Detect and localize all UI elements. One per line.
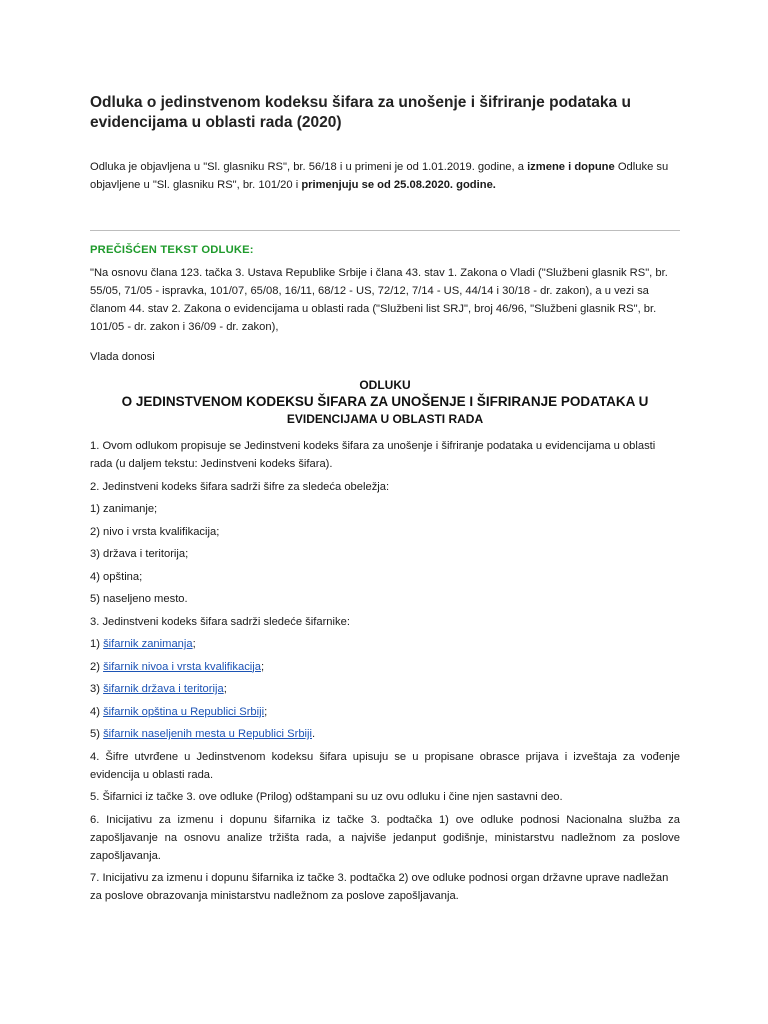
feature-item-2: 2) nivo i vrsta kvalifikacija; xyxy=(90,525,220,538)
divider xyxy=(90,230,680,231)
feature-item-3: 3) država i teritorija; xyxy=(90,548,189,560)
register-end: ; xyxy=(192,638,196,650)
document-content xyxy=(90,93,680,905)
feature-item-1: 1) zanimanje; xyxy=(90,503,158,515)
register-link-occupations[interactable]: šifarnik zanimanja xyxy=(103,638,193,650)
section-heading: PREČIŠĆEN TEKST ODLUKE: xyxy=(90,244,254,256)
publication-note-text-1: Odluka je objavljena u "Sl. glasniku RS", br. 56/18 i u primeni je od 1.01.2019. godine, a xyxy=(90,161,528,173)
publication-note-text-2: Odluke su objavljene u "Sl. glasniku RS", br. 101/20 i xyxy=(90,161,669,191)
register-link-settlements[interactable]: šifarnik naseljenih mesta u Republici Srbiji xyxy=(103,728,312,740)
vlada-donosi: Vlada donosi xyxy=(90,351,155,363)
publication-note xyxy=(90,159,680,194)
register-end: ; xyxy=(223,683,227,695)
register-link-countries[interactable]: šifarnik država i teritorija xyxy=(103,683,224,695)
register-number: 5) xyxy=(90,728,104,740)
feature-item-4: 4) opština; xyxy=(90,570,143,583)
publication-note-bold-1: izmene i dopune xyxy=(527,161,615,173)
register-number: 3) xyxy=(90,683,104,695)
register-item-4 xyxy=(90,703,680,721)
document-title: Odluka o jedinstvenom kodeksu šifara za unošenje i šifriranje podataka u evidencijama u oblasti rada (2020) xyxy=(90,94,631,131)
register-link-qualifications[interactable]: šifarnik nivoa i vrsta kvalifikacija xyxy=(103,660,261,673)
article-3: 3. Jedinstveni kodeks šifara sadrži sledeće šifarnike: xyxy=(90,615,350,628)
register-end: ; xyxy=(264,705,268,718)
register-number: 4) xyxy=(90,705,104,718)
register-item-5 xyxy=(90,725,680,743)
register-item-3 xyxy=(90,680,680,698)
feature-item-5: 5) naseljeno mesto. xyxy=(90,593,188,605)
decision-title-line-3: EVIDENCIJAMA U OBLASTI RADA xyxy=(286,412,484,426)
article-6: 6. Inicijativu za izmenu i dopunu šifarnika iz tačke 3. podtačka 1) ove odluke podnosi Nacionalna služba za zapošljavanje na osnovu analize tržišta rada, a najviše jedanput godišnje, ministarstvu nadležnom za poslove zapošljavanja. xyxy=(90,813,680,862)
register-item-1 xyxy=(90,635,680,653)
article-5: 5. Šifarnici iz tačke 3. ove odluke (Prilog) odštampani su uz ovu odluku i čine njen sastavni deo. xyxy=(90,791,563,803)
register-number: 1) xyxy=(90,638,104,650)
register-end: . xyxy=(312,728,316,740)
article-2: 2. Jedinstveni kodeks šifara sadrži šifre za sledeća obeležja: xyxy=(90,480,390,493)
register-end: ; xyxy=(260,660,265,673)
decision-title-line-1: ODLUKU xyxy=(359,378,411,392)
publication-note-bold-2: primenjuju se od 25.08.2020. godine. xyxy=(301,178,496,191)
preamble: "Na osnovu člana 123. tačka 3. Ustava Republike Srbije i člana 43. stav 1. Zakona o Vladi ("Službeni glasnik RS", br. 55/05, 71/05 - ispravka, 101/07, 65/08, 16/11, 68/12 - US, 72/12, 7/14 - US, 44/14 i 30/18 - dr. zakon), a u vezi sa članom 44. stav 2. Zakona o evidencijama u oblasti rada ("Službeni list SRJ", broj 46/96, "Službeni glasnik RS", br. 101/05 - dr. zakon i 36/09 - dr. zakon), xyxy=(90,267,668,333)
decision-title-line-2: O JEDINSTVENOM KODEKSU ŠIFARA ZA UNOŠENJE I ŠIFRIRANJE PODATAKA U xyxy=(121,394,649,409)
register-item-2 xyxy=(90,658,680,676)
register-link-municipalities[interactable]: šifarnik opština u Republici Srbiji xyxy=(103,705,265,718)
article-1: 1. Ovom odlukom propisuje se Jedinstveni kodeks šifara za unošenje i šifriranje podataka u evidencijama u oblasti rada (u daljem tekstu: Jedinstveni kodeks šifara). xyxy=(90,440,656,470)
register-number: 2) xyxy=(90,660,104,673)
article-4: 4. Šifre utvrđene u Jedinstvenom kodeksu šifara upisuju se u propisane obrasce prijava i izveštaja za vođenje evidencija u oblasti rada. xyxy=(90,750,680,781)
article-7: 7. Inicijativu za izmenu i dopunu šifarnika iz tačke 3. podtačka 2) ove odluke podnosi organ državne uprave nadležan za poslove obrazovanja ministarstvu nadležnom za poslove zapošljavanja. xyxy=(90,872,669,902)
